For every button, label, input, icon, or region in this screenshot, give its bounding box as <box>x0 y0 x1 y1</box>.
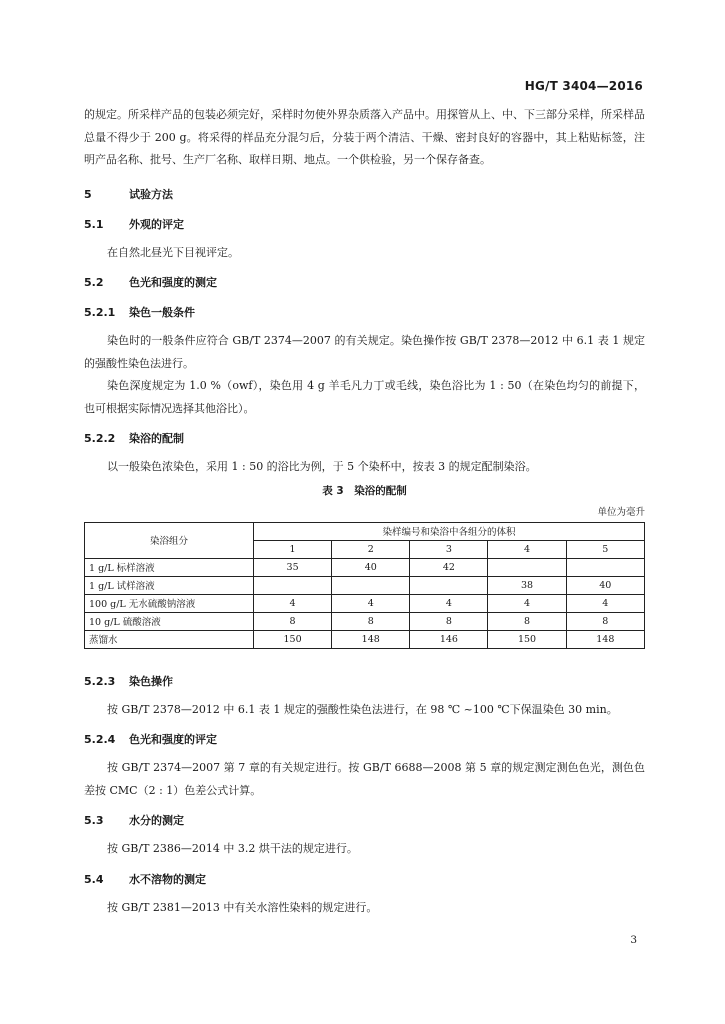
cell <box>488 558 566 576</box>
section-number: 5.3 <box>84 814 104 827</box>
cell: 8 <box>488 612 566 630</box>
cell: 40 <box>332 558 410 576</box>
section-5-2-4-text: 按 GB/T 2374—2007 第 7 章的有关规定进行。按 GB/T 6688—2008 第 5 章的规定测定测色色光，测色色差按 CMC（2 : 1）色差公式计算。 <box>84 761 645 797</box>
col-header: 4 <box>488 540 566 558</box>
header-group: 染样编号和染浴中各组分的体积 <box>254 522 645 540</box>
standard-code: HG/T 3404—2016 <box>524 79 643 93</box>
table-row <box>85 612 645 630</box>
section-title: 染浴的配制 <box>129 432 184 445</box>
section-title: 色光和强度的测定 <box>129 276 217 289</box>
cell: 150 <box>254 630 332 648</box>
section-number: 5.4 <box>84 872 104 886</box>
cell: 8 <box>566 612 644 630</box>
section-number: 5.2 <box>84 276 104 289</box>
section-5-2-2-text: 以一般染色浓染色，采用 1 : 50 的浴比为例，于 5 个染杯中，按表 3 的规定配制染浴。 <box>107 460 537 473</box>
section-5-2-3-heading <box>84 673 645 689</box>
page-number: 3 <box>630 934 637 946</box>
cell: 40 <box>566 576 644 594</box>
section-number: 5.2.4 <box>84 733 116 746</box>
section-5-4-heading <box>84 871 645 887</box>
cell: 42 <box>410 558 488 576</box>
col-header: 3 <box>410 540 488 558</box>
section-5-2-1-para-1: 染色时的一般条件应符合 GB/T 2374—2007 的有关规定。染色操作按 GB/T 2378—2012 中 6.1 表 1 规定的强酸性染色法进行。 <box>84 334 645 370</box>
cell <box>566 558 644 576</box>
cell: 148 <box>566 630 644 648</box>
section-title: 染色一般条件 <box>129 306 195 319</box>
section-title: 试验方法 <box>129 187 173 201</box>
row-label: 蒸馏水 <box>85 630 254 648</box>
cell <box>410 576 488 594</box>
table-row <box>85 558 645 576</box>
document-body <box>84 104 645 919</box>
section-title: 水不溶物的测定 <box>129 872 206 886</box>
cell: 4 <box>566 594 644 612</box>
cell: 8 <box>254 612 332 630</box>
section-5-2-heading <box>84 274 645 290</box>
table-row <box>85 630 645 648</box>
section-number: 5.2.1 <box>84 306 116 319</box>
intro-paragraph: 的规定。所采样产品的包装必须完好，采样时勿使外界杂质落入产品中。用探管从上、中、下三部分采样，所采样品总量不得少于 200 g。将采得的样品充分混匀后，分装于两个清洁、干燥、密封良好的容器中，其上粘贴标签，注明产品名称、批号、生产厂名称、取样日期、地点。一个供检验，另一个保存备查。 <box>84 108 645 166</box>
row-label: 100 g/L 无水硫酸钠溶液 <box>85 594 254 612</box>
table-row <box>85 576 645 594</box>
section-title: 染色操作 <box>129 674 173 688</box>
table-row <box>85 594 645 612</box>
col-header: 2 <box>332 540 410 558</box>
section-5-3-heading <box>84 812 645 828</box>
section-5-2-1-heading <box>84 304 645 320</box>
section-5-4-text: 按 GB/T 2381—2013 中有关水溶性染料的规定进行。 <box>107 900 378 914</box>
section-5-2-2-heading <box>84 430 645 446</box>
table-title: 表 3 染浴的配制 <box>322 484 407 497</box>
section-5-3-text: 按 GB/T 2386—2014 中 3.2 烘干法的规定进行。 <box>107 842 358 855</box>
cell: 4 <box>410 594 488 612</box>
section-number: 5.2.2 <box>84 432 116 445</box>
section-5-2-4-heading <box>84 731 645 747</box>
cell: 148 <box>332 630 410 648</box>
cell: 146 <box>410 630 488 648</box>
section-title: 水分的测定 <box>129 814 184 827</box>
dye-bath-table <box>84 522 645 649</box>
cell: 150 <box>488 630 566 648</box>
section-5-heading <box>84 186 645 202</box>
table-unit: 单位为毫升 <box>597 506 645 518</box>
cell: 4 <box>332 594 410 612</box>
row-label: 1 g/L 标样溶液 <box>85 558 254 576</box>
col-header: 1 <box>254 540 332 558</box>
section-title: 外观的评定 <box>129 217 184 231</box>
cell <box>332 576 410 594</box>
cell <box>254 576 332 594</box>
section-5-2-1-para-2: 染色深度规定为 1.0 %（owf），染色用 4 g 羊毛凡力丁或毛线，染色浴比为 1 : 50（在染色均匀的前提下，也可根据实际情况选择其他浴比）。 <box>84 379 645 415</box>
section-number: 5.2.3 <box>84 674 116 688</box>
section-title: 色光和强度的评定 <box>129 733 217 746</box>
cell: 38 <box>488 576 566 594</box>
section-5-2-3-text: 按 GB/T 2378—2012 中 6.1 表 1 规定的强酸性染色法进行，在 98 ℃ ~100 ℃下保温染色 30 min。 <box>107 702 618 716</box>
header-component: 染浴组分 <box>85 522 254 558</box>
section-5-1-text: 在自然北昼光下目视评定。 <box>107 245 239 259</box>
col-header: 5 <box>566 540 644 558</box>
cell: 4 <box>488 594 566 612</box>
cell: 35 <box>254 558 332 576</box>
row-label: 10 g/L 硫酸溶液 <box>85 612 254 630</box>
section-number: 5.1 <box>84 217 104 231</box>
cell: 8 <box>410 612 488 630</box>
row-label: 1 g/L 试样溶液 <box>85 576 254 594</box>
cell: 4 <box>254 594 332 612</box>
section-5-1-heading <box>84 216 645 232</box>
section-number: 5 <box>84 187 92 201</box>
cell: 8 <box>332 612 410 630</box>
